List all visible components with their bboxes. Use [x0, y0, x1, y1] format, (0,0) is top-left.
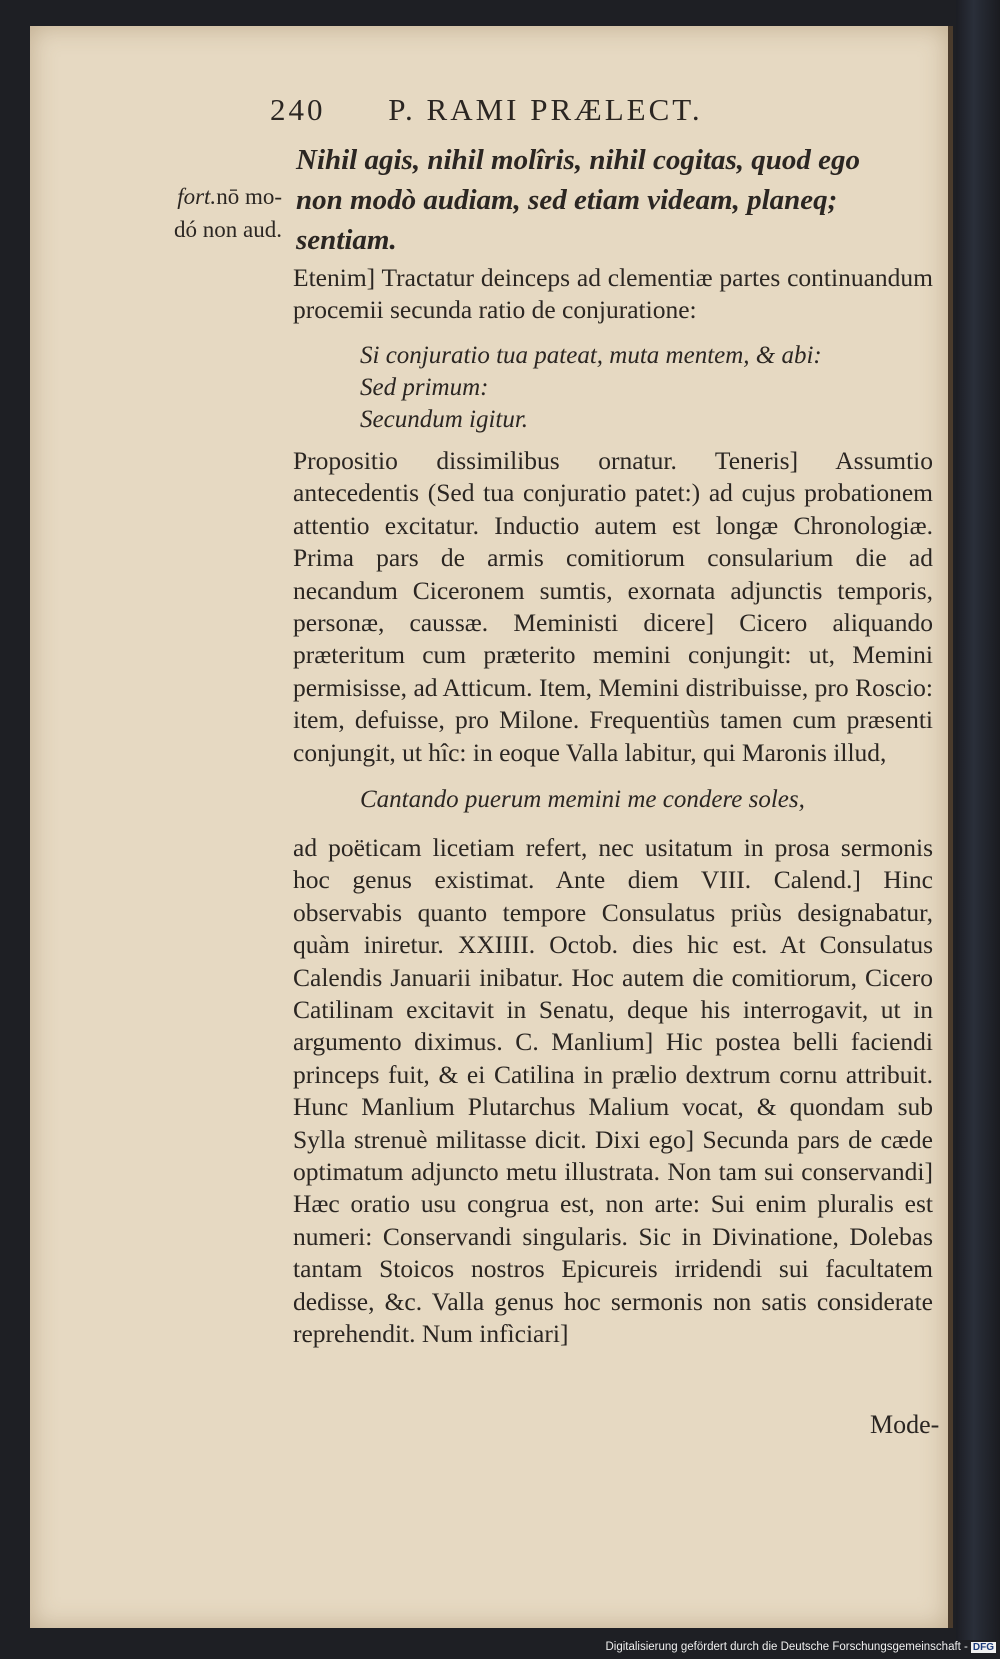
book-spine — [956, 0, 1000, 1640]
margin-note-line1: nō mo- — [216, 184, 282, 209]
catchword: Mode- — [870, 1410, 940, 1439]
verse-line-3: sentiam. — [296, 224, 397, 256]
quote-1-line-3: Secundum igitur. — [360, 406, 529, 433]
verse-quotation — [296, 140, 936, 260]
commentary-paragraph-3 — [293, 832, 933, 1351]
quote-block-1 — [360, 340, 920, 436]
commentary-paragraph-1 — [293, 262, 933, 327]
quote-2-line: Cantando puerum memini me condere soles, — [360, 786, 805, 813]
quote-1-line-1: Si conjuratio tua pateat, muta mentem, & abi: — [360, 342, 822, 369]
margin-note-italic: fort. — [177, 184, 217, 209]
running-title: P. RAMI PRÆLECT. — [388, 92, 703, 127]
margin-note — [132, 180, 282, 246]
digitization-footer — [600, 1641, 996, 1657]
verse-line-1: Nihil agis, nihil molîris, nihil cogitas, quod ego — [296, 144, 861, 176]
paragraph-1-text: Etenim] Tractatur deinceps ad clementiæ partes continuandum procemii secunda ratio de conjuratione: — [293, 263, 933, 325]
commentary-paragraph-2 — [293, 445, 933, 769]
dfg-logo: DFG — [972, 1642, 994, 1653]
verse-line-2: non modò audiam, sed etiam videam, planeq; — [296, 184, 838, 216]
running-header — [270, 92, 830, 128]
paragraph-3-text: ad poëticam licetiam refert, nec usitatum in prosa sermonis hoc genus existimat. Ante diem VIII. Calend.] Hinc observabis quanto tempore Consulatus priùs designabatur, quàm iniretur. XXIIII. Octob. dies hic est. At Consulatus Calendis Januarii inibatur. Hoc autem die comitiorum, Cicero Catilinam excitavit in Senatu, deque his interrogavit, ut in argumento diximus. C. Manlium] Hic postea belli faciendi princeps fuit, & ei Catilina in prælio dextrum cornu attribuit. Hunc Manlium Plutarchus Malium vocat, & quondam sub Sylla strenuè militasse dicit. Dixi ego] Secunda pars de cæde optimatum adjuncto metu illustrata. Non tam sui conservandi] Hæc oratio usu congrua est, non arte: Sui enim pluralis est numeri: Conservandi singularis. Sic in Divinatione, Dolebas tantam Stoicos nostros Epicureis irridendi sui facultatem dedisse, &c. Valla genus hoc sermonis non satis considerate reprehendit. Num infìciari] — [293, 833, 933, 1349]
footer-text: Digitalisierung gefördert durch die Deutsche Forschungsgemeinschaft - — [605, 1641, 968, 1653]
margin-note-line2: dó non aud. — [174, 217, 282, 242]
paragraph-2-text: Propositio dissimilibus ornatur. Teneris] Assumtio antecedentis (Sed tua conjuratio patet:) ad cujus probationem attentio excitatur. Inductio autem est longæ Chronologiæ. Prima pars de armis comitiorum consularium die ad necandum Ciceronem sumtis, exornata adjunctis temporis, personæ, caussæ. Meministi dicere] Cicero aliquando præteritum cum præterito memini conjungit: ut, Memini permisisse, ad Atticum. Item, Memini distribuisse, pro Roscio: item, defuisse, pro Milone. Frequentiùs tamen cum præsenti conjungit, ut hîc: in eoque Valla labitur, qui Maronis illud, — [293, 446, 933, 767]
quote-block-2 — [360, 784, 920, 816]
quote-1-line-2: Sed primum: — [360, 374, 489, 401]
page-number: 240 — [270, 92, 326, 127]
